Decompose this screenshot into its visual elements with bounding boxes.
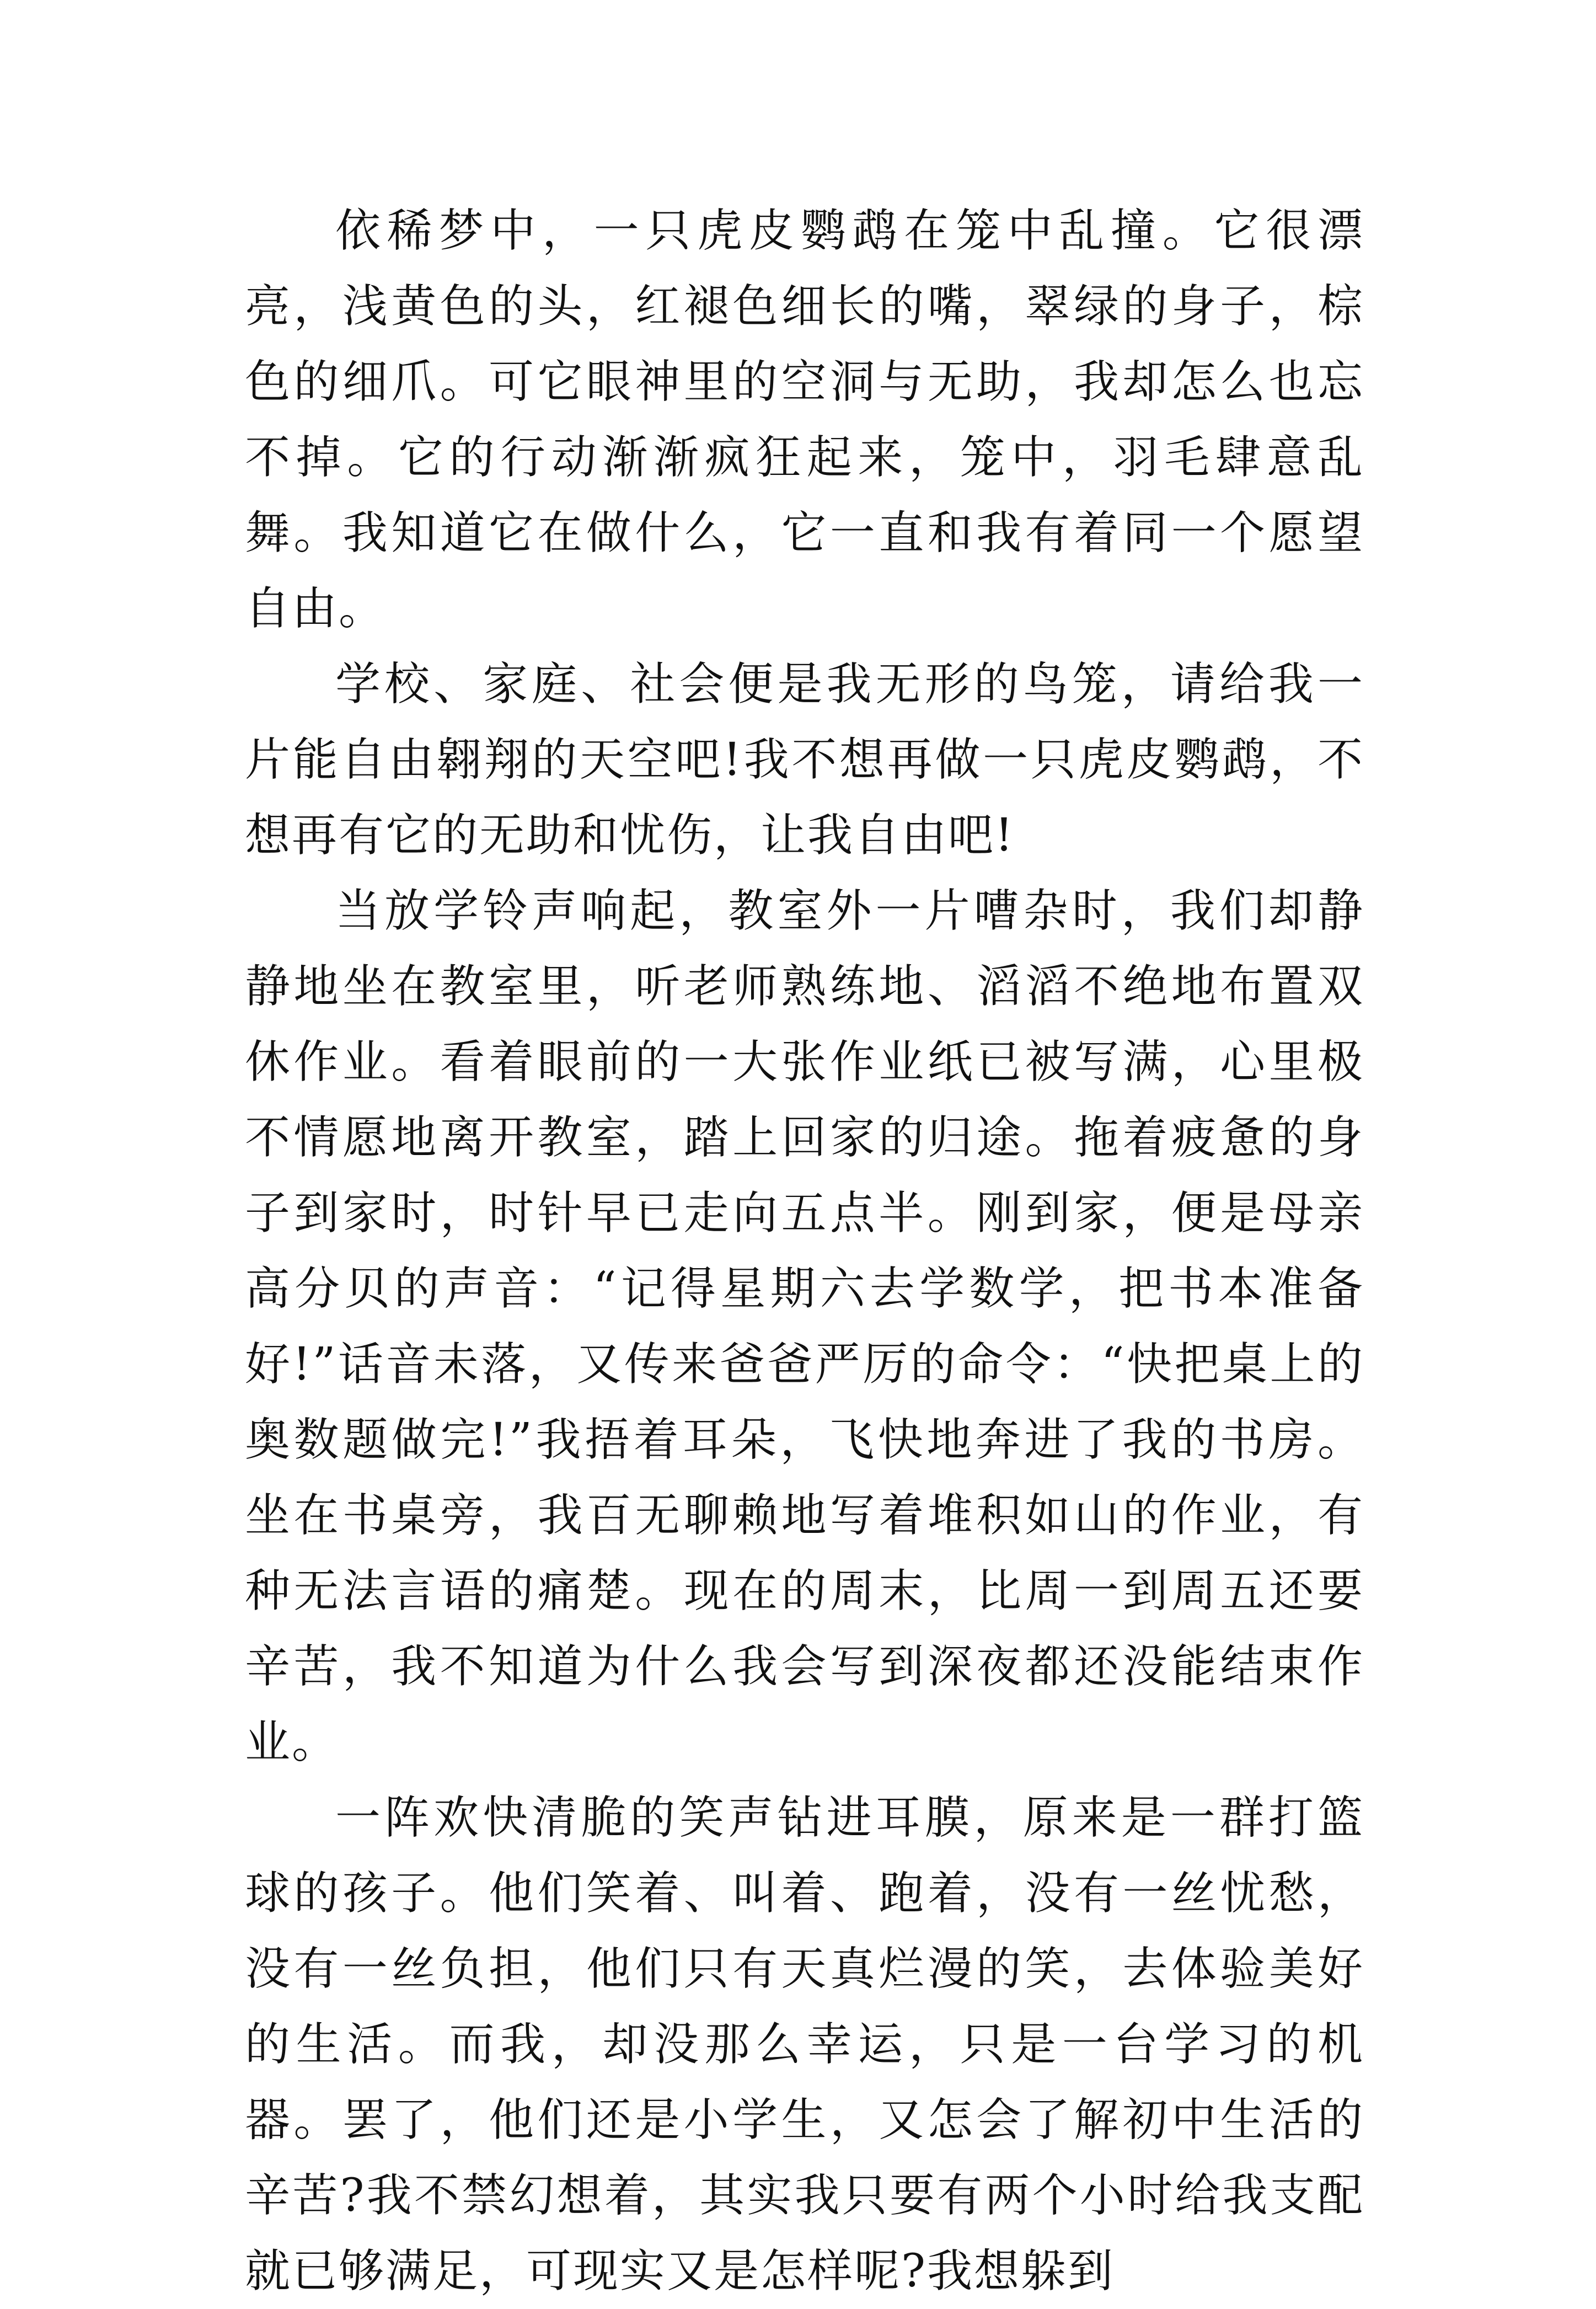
document-body [245,193,1364,2309]
paragraph-weekend-homework: 当放学铃声响起，教室外一片嘈杂时，我们却静静地坐在教室里，听老师熟练地、滔滔不绝地布置双休作业。看着眼前的一大张作业纸已被写满，心里极不情愿地离开教室，踏上回家的归途。拖着疲惫的身子到家时，时针早已走向五点半。刚到家，便是母亲高分贝的声音：“记得星期六去学数学，把书本准备好!”话音未落，又传来爸爸严厉的命令：“快把桌上的奥数题做完!”我捂着耳朵，飞快地奔进了我的书房。坐在书桌旁，我百无聊赖地写着堆积如山的作业，有种无法言语的痛楚。现在的周末，比周一到周五还要辛苦，我不知道为什么我会写到深夜都还没能结束作业。 [245,885,1364,1768]
paragraph-invisible-cage: 学校、家庭、社会便是我无形的鸟笼，请给我一片能自由翱翔的天空吧!我不想再做一只虎皮鹦鹉，不想再有它的无助和忧伤，让我自由吧! [245,658,1364,862]
paragraph-children-laughter: 一阵欢快清脆的笑声钻进耳膜，原来是一群打篮球的孩子。他们笑着、叫着、跑着，没有一丝忧愁，没有一丝负担，他们只有天真烂漫的笑，去体验美好的生活。而我，却没那么幸运，只是一台学习的机器。罢了，他们还是小学生，又怎会了解初中生活的辛苦?我不禁幻想着，其实我只要有两个小时给我支配就已够满足，可现实又是怎样呢?我想躲到 [245,1792,1364,2297]
paragraph-parrot-dream: 依稀梦中，一只虎皮鹦鹉在笼中乱撞。它很漂亮，浅黄色的头，红褪色细长的嘴，翠绿的身子，棕色的细爪。可它眼神里的空洞与无助，我却怎么也忘不掉。它的行动渐渐疯狂起来，笼中，羽毛肆意乱舞。我知道它在做什么，它一直和我有着同一个愿望自由。 [245,205,1364,635]
